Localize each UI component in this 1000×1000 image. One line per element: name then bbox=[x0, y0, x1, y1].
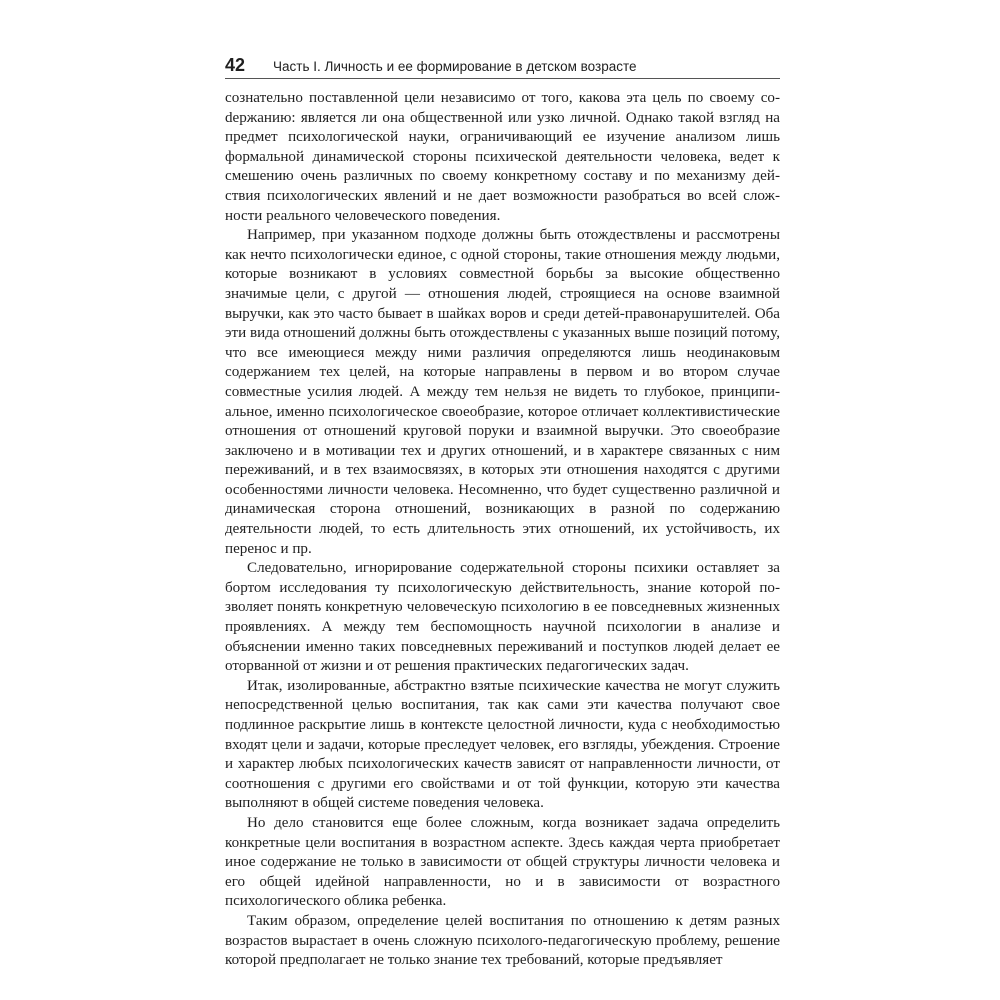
paragraph: Таким образом, определение целей воспитания по отношению к детям разных возрастов вырастает в очень сложную психолого-педагогическую проблему, решение которой предполагает не только знание тех требований, которые предъявляет bbox=[225, 912, 780, 969]
paragraph: Например, при указанном подходе должны быть отождествлены и рассмотрены как нечто психологически единое, с одной стороны, такие отношения между людьми, которые возникают в условиях совместной борьбы за высокие общественно значимые цели, с другой — отношения людей, строящиеся на основе взаимной выручки, как это часто бывает в шайках воров и среди детей-правонарушителей. Оба эти вида отношений должны быть отождествлены с указанных выше позиций потому, что все имеющиеся между ними различия определяются лишь неодинаковым содержанием тех целей, на которые направлены в первом и во втором случае совместные усилия людей. А между тем нельзя не видеть то глубокое, принципиальное, именно психологическое своеобразие, которое отличает коллективистические отношения от отношений круговой поруки и взаимной выручки. Это своеобразие заключено и в мотивации тех и других отношений, и в характере связанных с ним переживаний, и в тех взаимосвязях, в которых эти отношения находятся с другими особенностями личности человека. Несомненно, что будет существенно различной и динамическая сторона отношений, возникающих в разной по содержанию деятельности людей, то есть длительность этих отношений, их устойчивость, их перенос и пр. bbox=[225, 227, 780, 557]
paragraph: Но дело становится еще более сложным, когда возникает задача определить конкретные цели воспитания в возрастном аспекте. Здесь каждая черта приобретает иное содержание не только в зависимости от общей структуры личности человека и его общей идейной направленности, но и в зависимости от возрастного психологического облика ребенка. bbox=[225, 814, 780, 910]
page-number: 42 bbox=[225, 55, 246, 75]
running-head: Часть I. Личность и ее формирование в детском возрасте bbox=[273, 59, 637, 74]
paragraph: Итак, изолированные, абстрактно взятые психические качества не могут служить непосредственной целью воспитания, так как сами эти качества получают свое подлинное раскрытие лишь в контексте целостной личности, куда с необходимостью входят цели и задачи, которые преследует человек, его взгляды, убеждения. Строение и характер любых психологических качеств зависят от направленности личности, от соотношения с другими его свойствами и от той функции, которую эти качества выполняют в общей системе поведения человека. bbox=[225, 677, 780, 812]
paragraph: сознательно поставленной цели независимо от того, какова эта цель по своему соdержанию: является ли она общественной или узко личной. Однако такой взгляд на предмет психологической науки, ограничивающий ее изучение анализом лишь формальной динамической стороны психической деятельности человека, ведет к смешению очень различных по своему конкретному составу и по механизму действия психологических явлений и не дает возможности разобраться во всей сложности реального человеческого поведения. bbox=[225, 90, 780, 224]
paragraph: Следовательно, игнорирование содержательной стороны психики оставляет за бортом исследования ту психологическую действительность, знание которой позволяет понять конкретную человеческую психологию в ее повседневных жизненных проявлениях. А между тем беспомощность научной психологии в анализе и объяснении именно таких повседневных переживаний и поступков людей делает ее оторванной от жизни и от решения практических педагогических задач. bbox=[225, 560, 780, 675]
page-header bbox=[225, 55, 780, 76]
body-text bbox=[225, 89, 780, 971]
header-rule bbox=[225, 78, 780, 79]
